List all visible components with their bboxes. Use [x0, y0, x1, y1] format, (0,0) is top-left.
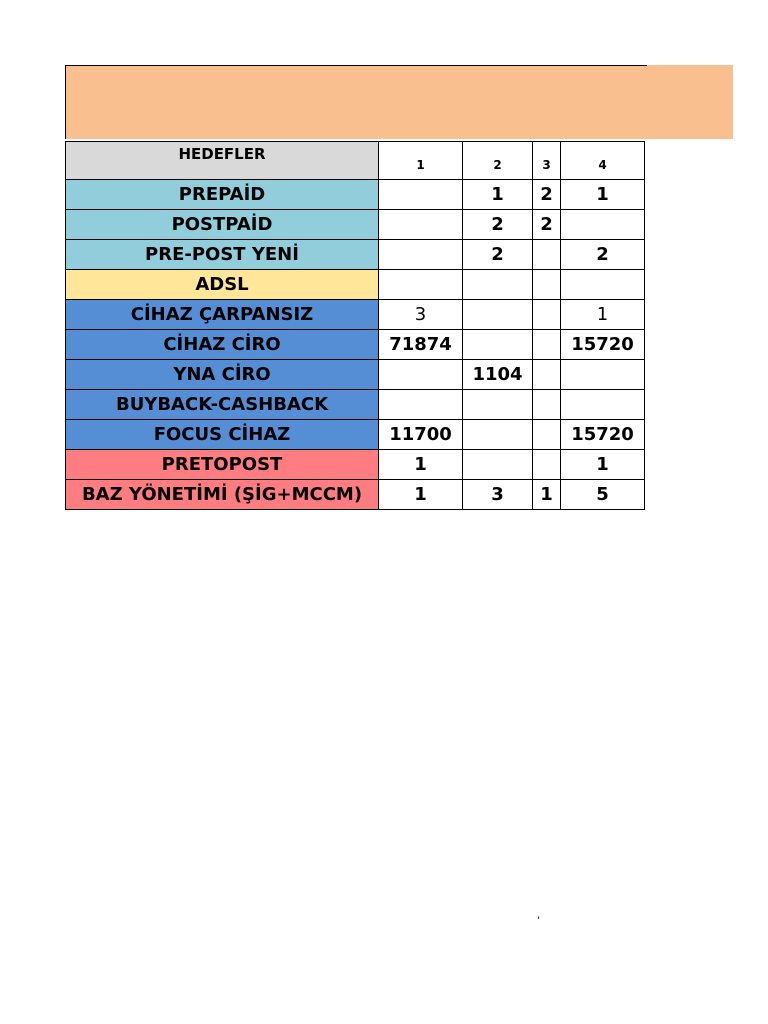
- table-row-pretopost: [66, 450, 645, 480]
- row-label: CİHAZ CİRO: [66, 330, 379, 360]
- row-cell-4: [561, 390, 645, 420]
- row-cell-3: [533, 360, 561, 390]
- row-cell-1: 1: [379, 450, 463, 480]
- table-row-yna-ciro: [66, 360, 645, 390]
- row-label: POSTPAİD: [66, 210, 379, 240]
- header-label-cell: HEDEFLER: [66, 142, 379, 180]
- header-col-2: 2: [463, 142, 533, 180]
- row-cell-1: [379, 240, 463, 270]
- row-cell-4: [561, 210, 645, 240]
- targets-table: [65, 141, 645, 510]
- row-cell-3: [533, 300, 561, 330]
- row-cell-1: 11700: [379, 420, 463, 450]
- row-cell-2: [463, 390, 533, 420]
- row-cell-2: 2: [463, 210, 533, 240]
- row-cell-2: [463, 450, 533, 480]
- row-cell-2: 3: [463, 480, 533, 510]
- row-cell-4: 15720: [561, 420, 645, 450]
- row-cell-3: 1: [533, 480, 561, 510]
- table-row-focus-cihaz: [66, 420, 645, 450]
- row-cell-1: [379, 180, 463, 210]
- row-cell-2: 1104: [463, 360, 533, 390]
- row-cell-3: [533, 270, 561, 300]
- row-cell-1: [379, 360, 463, 390]
- row-cell-2: 2: [463, 240, 533, 270]
- row-label: CİHAZ ÇARPANSIZ: [66, 300, 379, 330]
- row-cell-3: [533, 240, 561, 270]
- row-cell-2: [463, 300, 533, 330]
- row-cell-4: 1: [561, 300, 645, 330]
- row-cell-4: [561, 360, 645, 390]
- row-cell-2: [463, 330, 533, 360]
- header-col-3: 3: [533, 142, 561, 180]
- table-header-row: [66, 142, 645, 180]
- row-cell-3: [533, 420, 561, 450]
- table-row-cihaz-ciro: [66, 330, 645, 360]
- row-cell-2: 1: [463, 180, 533, 210]
- row-cell-1: 1: [379, 480, 463, 510]
- table-row-postpaid: [66, 210, 645, 240]
- row-label: YNA CİRO: [66, 360, 379, 390]
- row-cell-4: [561, 270, 645, 300]
- row-cell-3: [533, 390, 561, 420]
- table-row-adsl: [66, 270, 645, 300]
- row-cell-3: 2: [533, 180, 561, 210]
- table-row-cihaz-carpansiz: [66, 300, 645, 330]
- row-cell-1: 71874: [379, 330, 463, 360]
- table-row-baz-yonetimi: [66, 480, 645, 510]
- row-cell-4: 5: [561, 480, 645, 510]
- stray-mark: ,: [537, 910, 541, 921]
- row-cell-1: 3: [379, 300, 463, 330]
- row-label: ADSL: [66, 270, 379, 300]
- row-cell-3: [533, 450, 561, 480]
- header-col-1: 1: [379, 142, 463, 180]
- table-row-pre-post-yeni: [66, 240, 645, 270]
- row-cell-2: [463, 420, 533, 450]
- row-cell-1: [379, 270, 463, 300]
- header-col-4: 4: [561, 142, 645, 180]
- table-row-prepaid: [66, 180, 645, 210]
- row-cell-1: [379, 390, 463, 420]
- row-cell-4: 15720: [561, 330, 645, 360]
- row-cell-4: 2: [561, 240, 645, 270]
- row-cell-4: 1: [561, 450, 645, 480]
- row-label: PRE-POST YENİ: [66, 240, 379, 270]
- row-label: PREPAİD: [66, 180, 379, 210]
- row-label: PRETOPOST: [66, 450, 379, 480]
- row-label: FOCUS CİHAZ: [66, 420, 379, 450]
- row-cell-1: [379, 210, 463, 240]
- row-cell-4: 1: [561, 180, 645, 210]
- row-cell-3: 2: [533, 210, 561, 240]
- row-label: BAZ YÖNETİMİ (ŞİG+MCCM): [66, 480, 379, 510]
- row-cell-2: [463, 270, 533, 300]
- table-row-buyback-cashback: [66, 390, 645, 420]
- row-label: BUYBACK-CASHBACK: [66, 390, 379, 420]
- row-cell-3: [533, 330, 561, 360]
- header-banner-border: [65, 65, 647, 139]
